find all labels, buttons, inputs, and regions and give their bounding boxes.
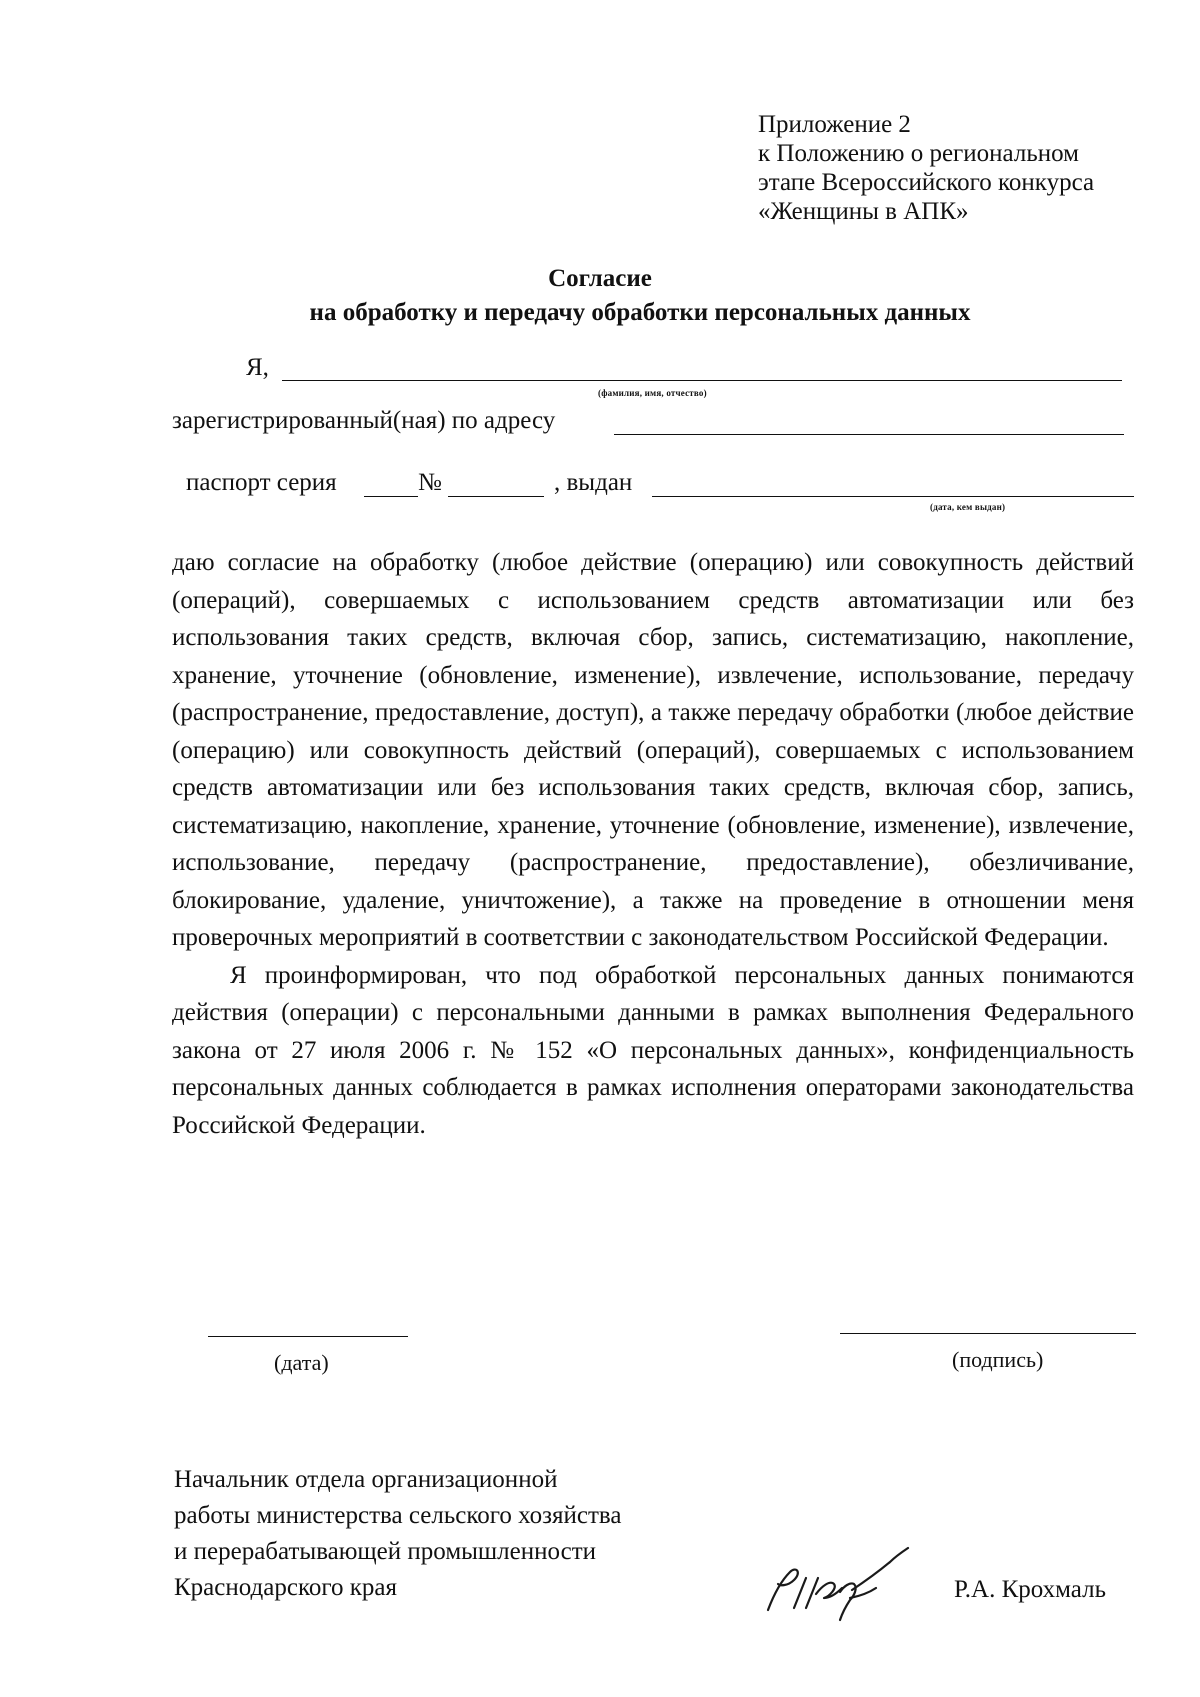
i-label: Я, — [246, 354, 269, 381]
passport-number-field-line[interactable] — [448, 496, 544, 497]
issued-label: , выдан — [554, 469, 633, 496]
handwritten-signature-icon — [760, 1542, 920, 1622]
passport-series-field-line[interactable] — [364, 496, 418, 497]
appendix-header — [758, 110, 1178, 226]
signature-caption: (подпись) — [952, 1347, 1044, 1372]
issued-field-line[interactable] — [652, 496, 1134, 497]
number-sign: № — [418, 469, 442, 496]
title-main: Согласие — [548, 265, 652, 292]
date-caption: (дата) — [274, 1350, 329, 1375]
consent-paragraph: даю согласие на обработку (любое действие (операцию) или совокупность действий (операций), совершаемых с использованием средств автоматизации или без использования таких средств, включая сбор, запись, систематизацию, накопление, хранение, уточнение (обновление, изменение), извлечение, использование, передачу (распространение, предоставление, доступ), а также передачу обработки (любое действие (операцию) или совокупность действий (операций), совершаемых с использованием средств автоматизации или без использования таких средств, включая сбор, запись, систематизацию, накопление, хранение, уточнение (обновление, изменение), извлечение, использование, передачу (распространение, предоставление), обезличивание, блокирование, удаление, уничтожение), а также на проведение в отношении меня проверочных мероприятий в соответствии с законодательством Российской Федерации. — [172, 549, 1134, 951]
address-field-line[interactable] — [614, 434, 1124, 435]
official-position-line: и перерабатывающей промышленности — [174, 1538, 597, 1565]
name-caption: (фамилия, имя, отчество) — [598, 388, 707, 398]
document-title — [0, 262, 1200, 330]
official-position-line: Начальник отдела организационной — [174, 1466, 558, 1493]
issued-caption: (дата, кем выдан) — [930, 502, 1006, 512]
passport-series-label: паспорт серия — [186, 469, 337, 496]
appendix-line: к Положению о региональном — [758, 140, 1079, 167]
appendix-line: Приложение 2 — [758, 111, 911, 138]
information-paragraph: Я проинформирован, что под обработкой персональных данных понимаются действия (операции) с персональными данными в рамках выполнения Федерального закона от 27 июля 2006 г. № 152 «О персональных данных», конфиденциальность персональных данных соблюдается в рамках исполнения операторами законодательства Российской Федерации. — [172, 961, 1134, 1139]
appendix-line: этапе Всероссийского конкурса — [758, 169, 1095, 196]
official-position-line: Краснодарского края — [174, 1574, 397, 1601]
address-label: зарегистрированный(ная) по адресу — [172, 407, 556, 434]
official-position — [174, 1462, 622, 1606]
body-text — [172, 544, 1134, 1144]
name-field-line[interactable] — [282, 380, 1122, 381]
appendix-line: «Женщины в АПК» — [758, 198, 969, 225]
title-sub: на обработку и передачу обработки персональных данных — [309, 299, 971, 326]
date-field-line[interactable] — [208, 1336, 408, 1337]
signature-field-line[interactable] — [840, 1333, 1136, 1334]
official-name: Р.А. Крохмаль — [954, 1576, 1106, 1603]
official-position-line: работы министерства сельского хозяйства — [174, 1502, 622, 1529]
